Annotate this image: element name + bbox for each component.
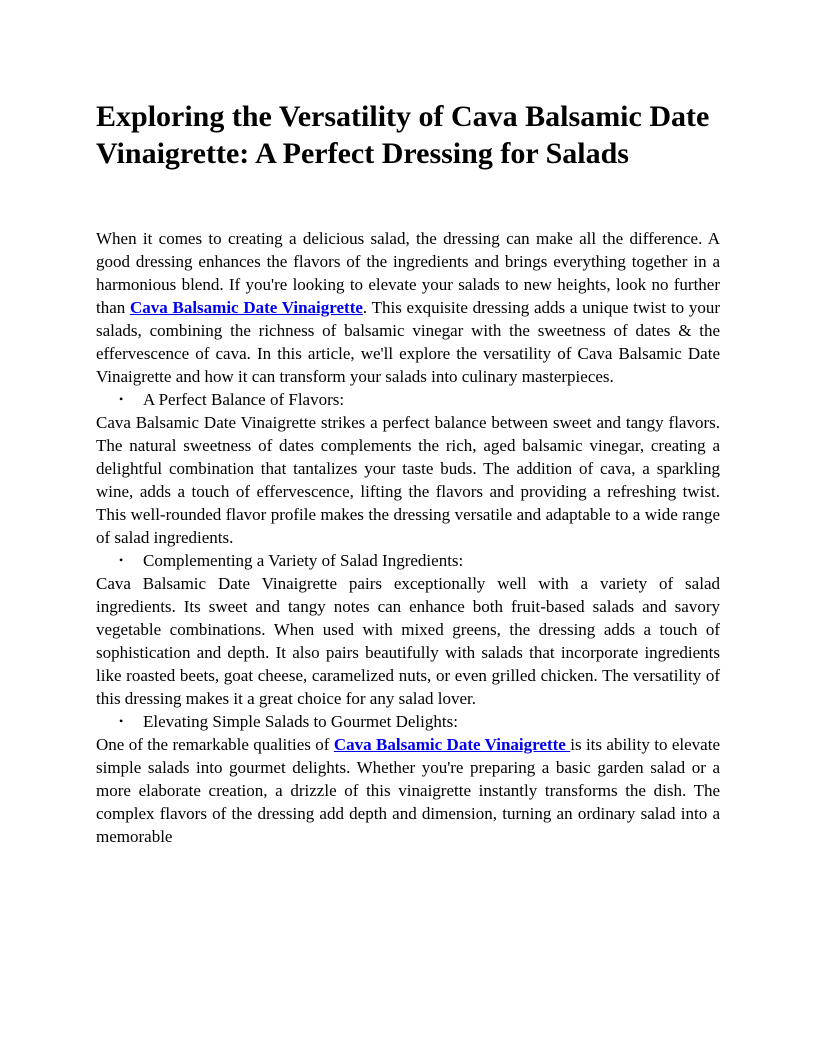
bullet-icon: • [119, 714, 124, 728]
section-heading-text: Complementing a Variety of Salad Ingredients: [143, 551, 464, 570]
intro-text-after-link: . This exquisite dressing adds a unique twist to your salads, combining the richness of balsamic vinegar with the sweetness of dates & the effervescence of cava. In this article, we'll explore the versatility of Cava Balsamic Date Vinaigrette and how it can transform your salads into culinary masterpieces. [96, 298, 721, 386]
article-body [96, 227, 720, 848]
section-heading-text: A Perfect Balance of Flavors: [143, 390, 345, 409]
section-heading-flavors [96, 388, 720, 411]
page-title: Exploring the Versatility of Cava Balsamic Date Vinaigrette: A Perfect Dressing for Salads [96, 100, 710, 170]
section-heading-ingredients [96, 549, 720, 572]
intro-text-before-link: When it comes to creating a delicious salad, the dressing can make all the difference. A good dressing enhances the flavors of the ingredients and brings everything together in a harmonious blend. If you're looking to elevate your salads to new heights, look no further than [96, 229, 720, 317]
section-paragraph-ingredients: Cava Balsamic Date Vinaigrette pairs exceptionally well with a variety of salad ingredients. Its sweet and tangy notes can enhance both fruit-based salads and savory vegetable combinations. When used with mixed greens, the dressing adds a touch of sophistication and depth. It also pairs beautifully with salads that incorporate ingredients like roasted beets, goat cheese, caramelized nuts, or even grilled chicken. The versatility of this dressing makes it a great choice for any salad lover. [96, 574, 720, 708]
section-heading-gourmet [96, 710, 720, 733]
cava-vinaigrette-link[interactable]: Cava Balsamic Date Vinaigrette [130, 298, 363, 317]
section-paragraph-gourmet [96, 733, 720, 848]
section-paragraph-flavors: Cava Balsamic Date Vinaigrette strikes a perfect balance between sweet and tangy flavors. The natural sweetness of dates complements the rich, aged balsamic vinegar, creating a delightful combination that tantalizes your taste buds. The addition of cava, a sparkling wine, adds a touch of effervescence, lifting the flavors and providing a refreshing twist. This well-rounded flavor profile makes the dressing versatile and adaptable to a wide range of salad ingredients. [96, 413, 720, 547]
gourmet-text-before-link: One of the remarkable qualities of [96, 735, 334, 754]
gourmet-text-after-link: is its ability to elevate simple salads into gourmet delights. Whether you're preparing a basic garden salad or a more elaborate creation, a drizzle of this vinaigrette instantly transforms the dish. The complex flavors of the dressing add depth and dimension, turning an ordinary salad into a memorable [96, 735, 720, 846]
cava-vinaigrette-link-2[interactable]: Cava Balsamic Date Vinaigrette [333, 735, 571, 754]
bullet-icon: • [119, 553, 124, 567]
bullet-icon: • [119, 392, 124, 406]
intro-paragraph [96, 227, 720, 388]
section-heading-text: Elevating Simple Salads to Gourmet Delights: [143, 712, 458, 731]
